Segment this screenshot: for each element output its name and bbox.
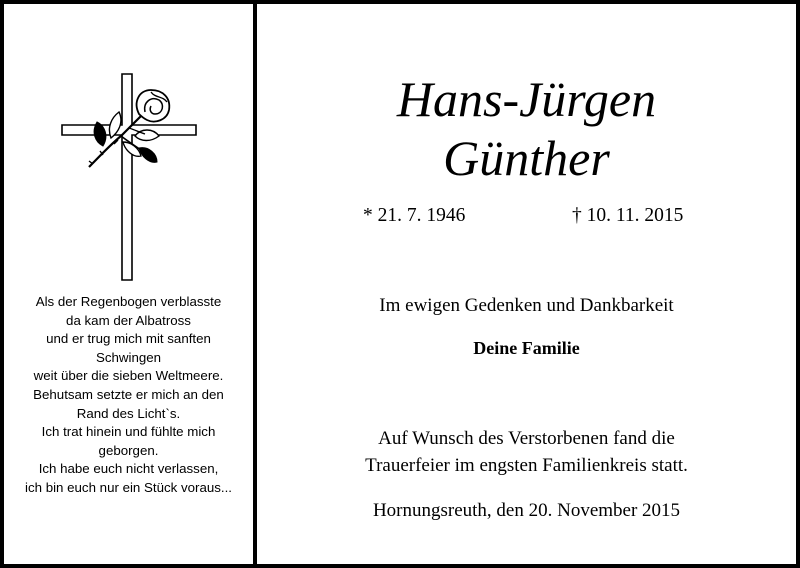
poem-line: geborgen. bbox=[98, 442, 159, 458]
poem-line: Ich habe euch nicht verlassen, bbox=[38, 461, 219, 477]
memory-line: Im ewigen Gedenken und Dankbarkeit bbox=[379, 295, 674, 316]
poem-line: Rand des Licht`s. bbox=[76, 405, 181, 421]
poem-line: Als der Regenbogen verblasste bbox=[35, 294, 222, 309]
family-signature: Deine Familie bbox=[473, 338, 580, 358]
poem-line: Ich trat hinein und fühlte mich bbox=[41, 424, 216, 440]
left-panel bbox=[4, 4, 253, 564]
poem-line: weit über die sieben Weltmeere. bbox=[33, 368, 224, 384]
poem-line: Behutsam setzte er mich an den bbox=[33, 386, 224, 402]
poem bbox=[4, 293, 253, 498]
death-date: † 10. 11. 2015 bbox=[572, 205, 684, 226]
poem-line: ich bin euch nur ein Stück voraus... bbox=[25, 479, 232, 495]
poem-line: und er trug mich mit sanften bbox=[46, 331, 211, 347]
place-and-date: Hornungsreuth, den 20. November 2015 bbox=[372, 500, 681, 521]
funeral-note-line-1: Auf Wunsch des Verstorbenen fand die bbox=[378, 428, 675, 449]
cross-with-rose-icon bbox=[59, 72, 199, 282]
right-panel bbox=[257, 4, 796, 564]
birth-date: * 21. 7. 1946 bbox=[363, 205, 466, 226]
poem-line: da kam der Albatross bbox=[66, 312, 191, 328]
funeral-note-line-2: Trauerfeier im engsten Familienkreis statt. bbox=[365, 455, 688, 476]
deceased-name-last: Günther bbox=[443, 130, 610, 186]
poem-line: Schwingen bbox=[95, 349, 162, 365]
deceased-name-first: Hans-Jürgen bbox=[396, 71, 657, 127]
